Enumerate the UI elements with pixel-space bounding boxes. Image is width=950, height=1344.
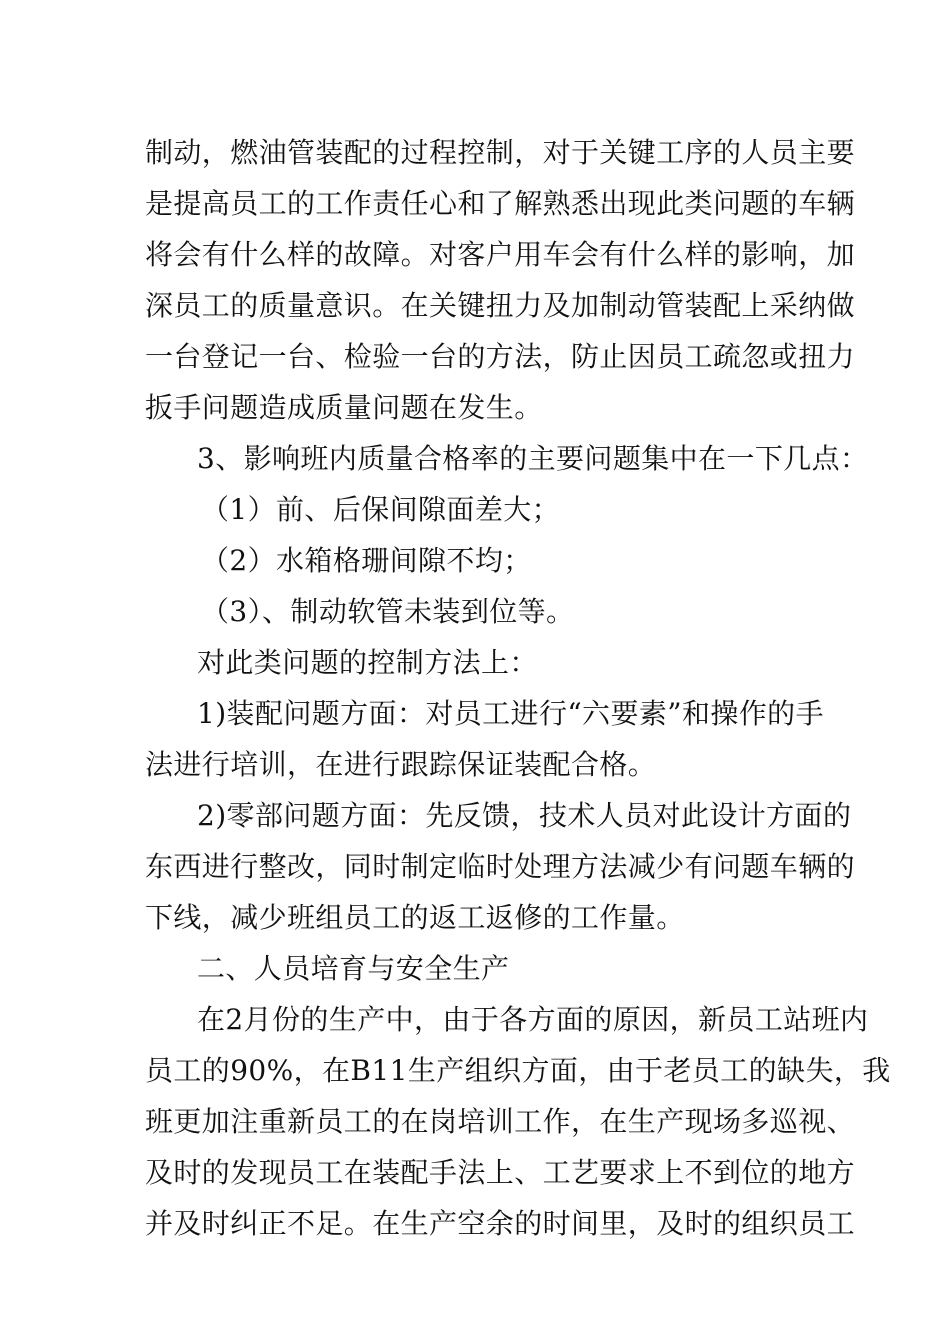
list-heading: 3、影响班内质量合格率的主要问题集中在一下几点： [197, 442, 869, 475]
paragraph-line: 1)装配问题方面：对员工进行“六要素”和操作的手 [197, 697, 824, 730]
document-body [145, 127, 891, 1249]
paragraph-line: 班更加注重新员工的在岗培训工作，在生产现场多巡视、 [145, 1105, 856, 1138]
paragraph-line: 对此类问题的控制方法上： [197, 646, 538, 679]
list-item: （3）、制动软管未装到位等。 [201, 595, 575, 628]
paragraph-line: 扳手问题造成质量问题在发生。 [145, 391, 543, 424]
paragraph-line: 东西进行整改，同时制定临时处理方法减少有问题车辆的 [145, 850, 856, 883]
paragraph-line: 并及时纠正不足。在生产空余的时间里，及时的组织员工 [145, 1207, 856, 1240]
paragraph-line: 将会有什么样的故障。对客户用车会有什么样的影响，加 [145, 238, 856, 271]
paragraph-line: 一台登记一台、检验一台的方法，防止因员工疏忽或扭力 [145, 340, 856, 373]
paragraph-line: 员工的90%，在B11生产组织方面，由于老员工的缺失，我 [145, 1054, 891, 1087]
list-item: （1）前、后保间隙面差大； [201, 493, 561, 526]
paragraph-line: 深员工的质量意识。在关键扭力及加制动管装配上采纳做 [145, 289, 856, 322]
paragraph-line: 2)零部问题方面：先反馈，技术人员对此设计方面的 [197, 799, 852, 832]
paragraph-line: 制动，燃油管装配的过程控制，对于关键工序的人员主要 [145, 136, 856, 169]
paragraph-line: 下线，减少班组员工的返工返修的工作量。 [145, 901, 685, 934]
paragraph-line: 是提高员工的工作责任心和了解熟悉出现此类问题的车辆 [145, 187, 856, 220]
paragraph-line: 在2月份的生产中，由于各方面的原因，新员工站班内 [197, 1003, 869, 1036]
paragraph-line: 法进行培训，在进行跟踪保证装配合格。 [145, 748, 657, 781]
section-heading: 二、人员培育与安全生产 [197, 952, 510, 985]
paragraph-line: 及时的发现员工在装配手法上、工艺要求上不到位的地方 [145, 1156, 856, 1189]
list-item: （2）水箱格珊间隙不均； [201, 544, 532, 577]
